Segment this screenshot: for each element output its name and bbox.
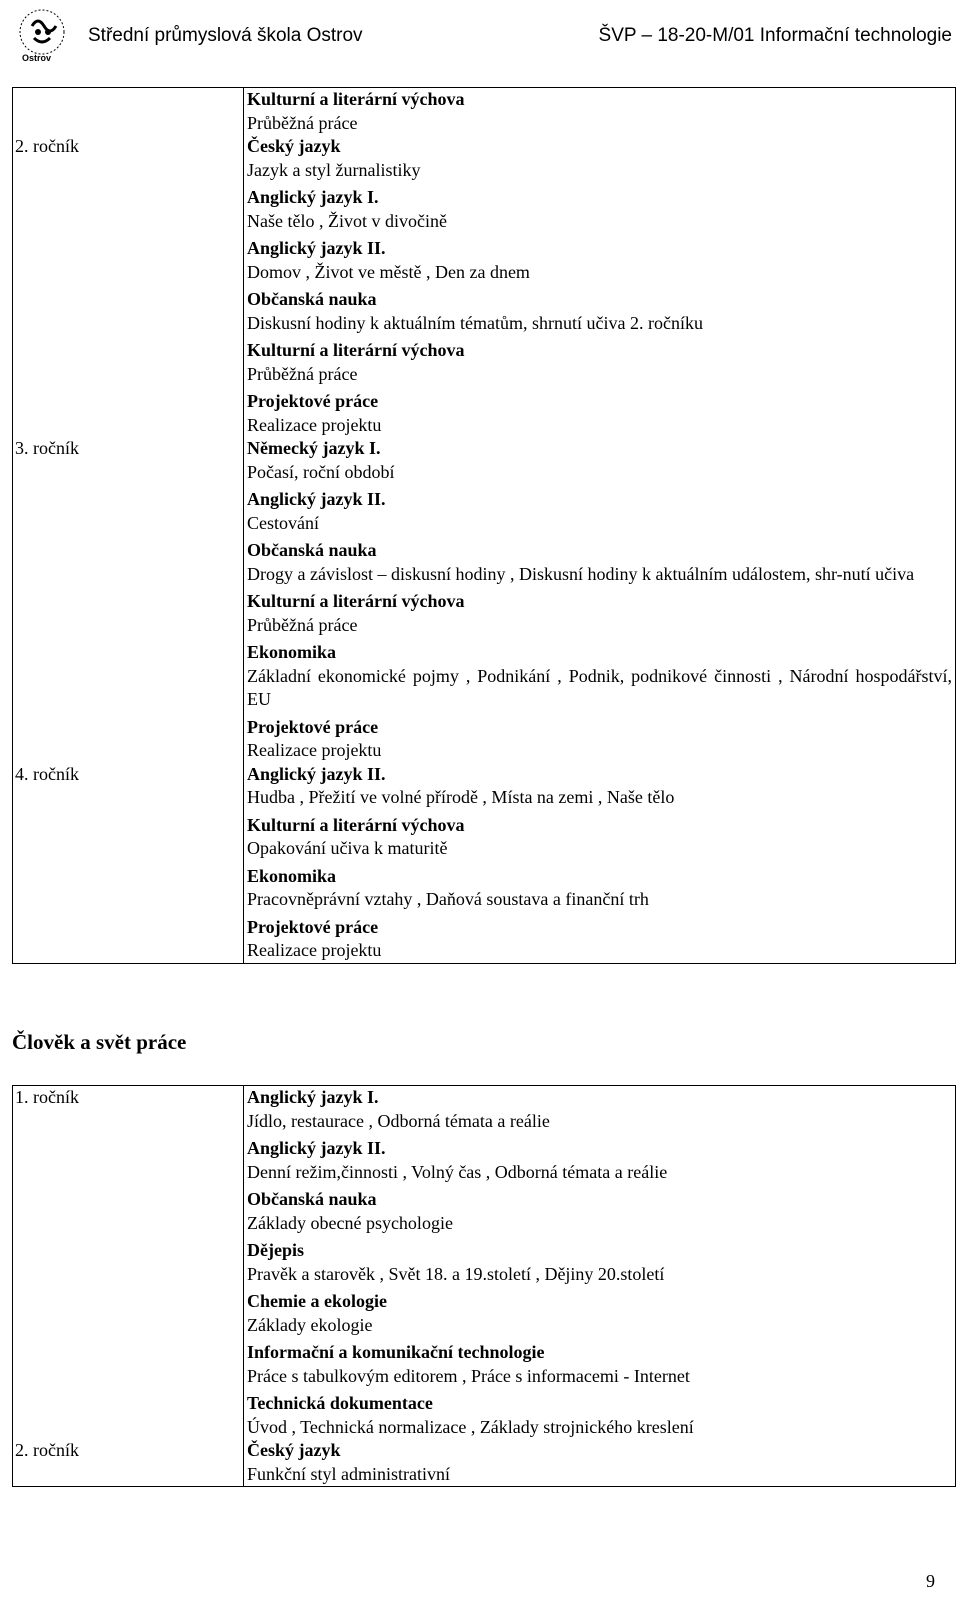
table-row	[13, 1439, 956, 1487]
subject-topics: Naše tělo , Život v divočině	[247, 210, 447, 231]
subject-name: Kulturní a literární výchova	[247, 814, 465, 835]
subject-name: Český jazyk	[247, 1440, 341, 1460]
subjects-cell	[244, 763, 956, 964]
grade-cell: 3. ročník	[15, 438, 79, 458]
subject-name: Dějepis	[247, 1240, 304, 1260]
subject-name: Chemie a ekologie	[247, 1291, 387, 1311]
grade-cell: 2. ročník	[15, 136, 79, 156]
header-program-code: ŠVP – 18-20-M/01 Informační technologie	[598, 25, 952, 46]
table-row	[13, 88, 956, 136]
subject-name: Ekonomika	[247, 865, 337, 886]
subject-topics: Průběžná práce	[247, 614, 358, 635]
subject-topics: Úvod , Technická normalizace , Základy strojnického kreslení	[247, 1416, 694, 1437]
subject-topics: Základy obecné psychologie	[247, 1212, 453, 1233]
subject-topics: Drogy a závislost – diskusní hodiny , Diskusní hodiny k aktuálním událostem, shr-nutí učiva	[247, 563, 915, 584]
svg-text:Ostrov: Ostrov	[22, 53, 52, 63]
header-school-name: Střední průmyslová škola Ostrov	[88, 25, 363, 46]
subject-name: Technická dokumentace	[247, 1393, 433, 1413]
subject-topics: Práce s tabulkovým editorem , Práce s informacemi - Internet	[247, 1365, 690, 1386]
grade-cell: 2. ročník	[15, 1440, 79, 1460]
grade-cell: 4. ročník	[15, 763, 79, 784]
subject-topics: Denní režim,činnosti , Volný čas , Odborná témata a reálie	[247, 1161, 668, 1182]
subject-name: Anglický jazyk II.	[247, 1138, 386, 1158]
subject-topics: Realizace projektu	[247, 414, 382, 435]
page-header	[0, 0, 960, 72]
subjects-cell	[244, 1086, 956, 1440]
subject-name: Anglický jazyk I.	[247, 1087, 379, 1107]
curriculum-table-1	[12, 87, 956, 964]
subject-name: Ekonomika	[247, 642, 337, 662]
subject-name: Občanská nauka	[247, 289, 377, 309]
subject-name: Projektové práce	[247, 916, 379, 937]
subject-topics: Jídlo, restaurace , Odborná témata a reálie	[247, 1110, 550, 1131]
subject-name: Kulturní a literární výchova	[247, 591, 465, 611]
subject-topics: Základy ekologie	[247, 1314, 373, 1335]
subjects-cell	[244, 1439, 956, 1487]
subject-topics: Domov , Život ve městě , Den za dnem	[247, 261, 530, 282]
grade-cell: 1. ročník	[15, 1087, 79, 1107]
subject-name: Německý jazyk I.	[247, 438, 381, 458]
table-row	[13, 763, 956, 964]
subject-name: Český jazyk	[247, 136, 341, 156]
curriculum-table-2	[12, 1085, 956, 1487]
subject-name: Anglický jazyk I.	[247, 187, 379, 207]
subject-topics: Realizace projektu	[247, 940, 382, 960]
table-row	[13, 135, 956, 437]
subject-name: Anglický jazyk II.	[247, 238, 386, 258]
subject-name: Projektové práce	[247, 716, 379, 737]
subjects-cell	[244, 437, 956, 763]
subject-topics: Cestování	[247, 512, 319, 533]
subject-topics: Funkční styl administrativní	[247, 1463, 450, 1484]
subject-topics: Průběžná práce	[247, 363, 358, 384]
grade-cell	[13, 88, 244, 136]
subject-topics: Opakování učiva k maturitě	[247, 838, 448, 858]
subject-topics: Pravěk a starověk , Svět 18. a 19.století , Dějiny 20.století	[247, 1263, 665, 1284]
subject-topics: Realizace projektu	[247, 740, 382, 760]
subject-topics: Diskusní hodiny k aktuálním tématům, shrnutí učiva 2. ročníku	[247, 312, 703, 333]
subject-name: Anglický jazyk II.	[247, 763, 386, 784]
subject-topics: Základní ekonomické pojmy , Podnikání , Podnik, podnikové činnosti , Národní hospodářství, EU	[247, 665, 952, 709]
subject-topics: Pracovněprávní vztahy , Daňová soustava a finanční trh	[247, 889, 649, 909]
page-number: 9	[926, 1571, 935, 1591]
subject-topics: Počasí, roční období	[247, 461, 395, 482]
school-logo	[12, 4, 82, 64]
subject-name: Informační a komunikační technologie	[247, 1342, 545, 1362]
subjects-cell	[244, 88, 956, 136]
subjects-cell	[244, 135, 956, 437]
subject-topics: Průběžná práce	[247, 112, 358, 133]
subject-name: Občanská nauka	[247, 540, 377, 560]
table-row	[13, 1086, 956, 1440]
subject-name: Projektové práce	[247, 391, 379, 411]
section-title: Člověk a svět práce	[12, 1030, 187, 1054]
table-row	[13, 437, 956, 763]
subject-name: Anglický jazyk II.	[247, 489, 386, 509]
subject-topics: Jazyk a styl žurnalistiky	[247, 159, 421, 180]
subject-name: Kulturní a literární výchova	[247, 89, 465, 109]
subject-name: Občanská nauka	[247, 1189, 377, 1209]
subject-name: Kulturní a literární výchova	[247, 340, 465, 360]
subject-topics: Hudba , Přežití ve volné přírodě , Místa na zemi , Naše tělo	[247, 787, 675, 807]
